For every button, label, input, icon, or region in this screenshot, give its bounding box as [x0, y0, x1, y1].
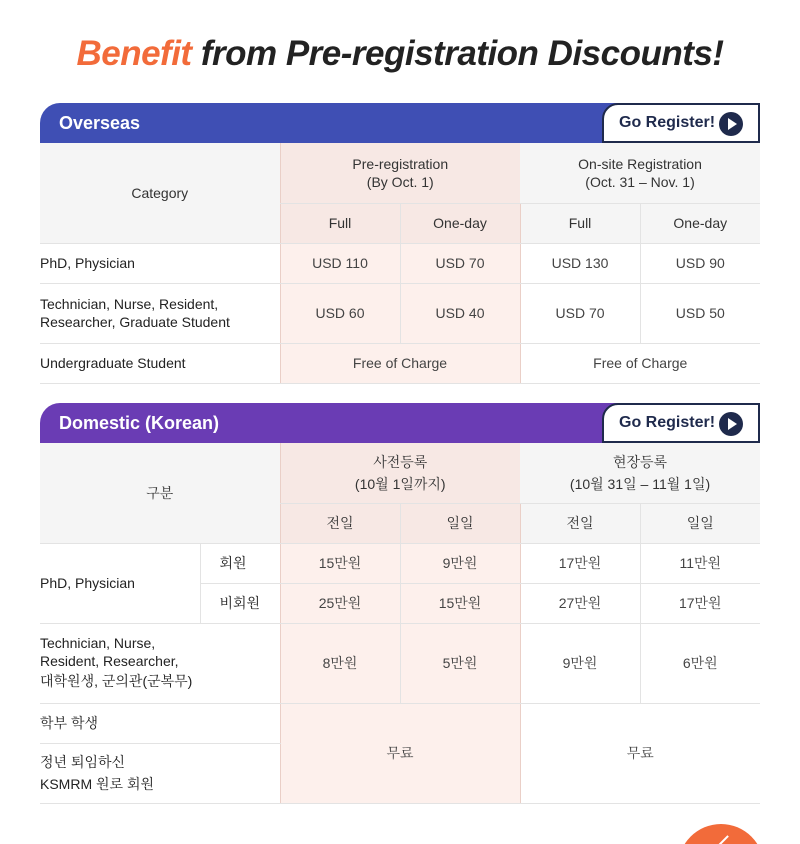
- pre-registration-header: [280, 443, 520, 503]
- category-header: Category: [40, 143, 280, 243]
- fee-cell: USD 60: [280, 283, 400, 343]
- domestic-title: Domestic (Korean): [59, 413, 220, 433]
- onsite-header-line2: (10월 31일 – 11월 1일): [569, 475, 711, 492]
- table-row: [40, 703, 760, 743]
- table-row: [40, 543, 760, 583]
- overseas-go-register-button[interactable]: [602, 103, 760, 143]
- pre-header-line1: Pre-registration: [352, 155, 449, 172]
- pre-registration-header: [280, 143, 520, 203]
- pre-full-header: Full: [280, 203, 400, 243]
- pre-header-line2: (By Oct. 1): [366, 173, 434, 190]
- row-label: Undergraduate Student: [40, 343, 280, 383]
- onsite-registration-header: [520, 143, 760, 203]
- table-row: [40, 283, 760, 343]
- onsite-oneday-header: One-day: [640, 203, 760, 243]
- onsite-registration-header: [520, 443, 760, 503]
- row-label-line1: Technician, Nurse, Resident,: [40, 296, 219, 312]
- row-label-line1: Technician, Nurse,: [40, 635, 156, 651]
- onsite-header-line1: On-site Registration: [578, 155, 702, 172]
- overseas-section: [40, 103, 760, 384]
- fee-cell: 17만원: [520, 543, 640, 583]
- play-icon: [719, 412, 743, 436]
- page-headline: [0, 34, 800, 74]
- go-register-label: Go Register!: [619, 114, 716, 131]
- member-label: 회원: [200, 543, 280, 583]
- fee-cell: USD 70: [400, 243, 520, 283]
- free-cell: 무료: [520, 703, 760, 803]
- fee-cell: USD 90: [640, 243, 760, 283]
- table-row: [40, 243, 760, 283]
- scroll-top-button[interactable]: [678, 824, 764, 844]
- onsite-full-header: 전일: [520, 503, 640, 543]
- fee-cell: 15만원: [400, 583, 520, 623]
- pre-oneday-header: 일일: [400, 503, 520, 543]
- onsite-header-line2: (Oct. 31 – Nov. 1): [585, 173, 695, 190]
- domestic-fee-table: [40, 443, 760, 804]
- fee-cell: 9만원: [400, 543, 520, 583]
- fee-cell: 27만원: [520, 583, 640, 623]
- onsite-oneday-header: 일일: [640, 503, 760, 543]
- pre-header-line1: 사전등록: [373, 453, 428, 470]
- pre-full-header: 전일: [280, 503, 400, 543]
- fee-cell: USD 130: [520, 243, 640, 283]
- row-label: 학부 학생: [40, 703, 280, 743]
- play-icon: [719, 112, 743, 136]
- row-label: [40, 623, 280, 703]
- fee-cell: 15만원: [280, 543, 400, 583]
- row-label: PhD, Physician: [40, 243, 280, 283]
- free-cell: Free of Charge: [520, 343, 760, 383]
- overseas-fee-table: [40, 143, 760, 384]
- fee-cell: USD 50: [640, 283, 760, 343]
- domestic-go-register-button[interactable]: [602, 403, 760, 443]
- fee-cell: 11만원: [640, 543, 760, 583]
- domestic-header-bar: [40, 403, 760, 443]
- row-label-line1: 정년 퇴임하신: [40, 754, 126, 770]
- table-row: [40, 343, 760, 383]
- fee-cell: 17만원: [640, 583, 760, 623]
- nonmember-label: 비회원: [200, 583, 280, 623]
- row-label: [40, 283, 280, 343]
- pre-header-line2: (10월 1일까지): [354, 475, 446, 492]
- free-cell: Free of Charge: [280, 343, 520, 383]
- pre-oneday-header: One-day: [400, 203, 520, 243]
- onsite-full-header: Full: [520, 203, 640, 243]
- fee-cell: 6만원: [640, 623, 760, 703]
- overseas-title: Overseas: [59, 113, 141, 133]
- category-header: 구분: [40, 443, 280, 543]
- row-label-line3: 대학원생, 군의관(군복무): [40, 673, 193, 689]
- headline-rest: from Pre-registration Discounts!: [191, 34, 724, 73]
- go-register-label: Go Register!: [619, 414, 716, 431]
- row-label-line2: Researcher, Graduate Student: [40, 314, 230, 330]
- fee-cell: USD 110: [280, 243, 400, 283]
- overseas-header-bar: [40, 103, 760, 143]
- onsite-header-line1: 현장등록: [612, 453, 668, 470]
- fee-cell: USD 70: [520, 283, 640, 343]
- headline-accent: Benefit: [76, 34, 192, 73]
- fee-cell: 8만원: [280, 623, 400, 703]
- fee-cell: USD 40: [400, 283, 520, 343]
- row-label: PhD, Physician: [40, 543, 200, 623]
- fee-cell: 25만원: [280, 583, 400, 623]
- fee-cell: 9만원: [520, 623, 640, 703]
- row-label: [40, 743, 280, 803]
- domestic-section: [40, 403, 760, 804]
- row-label-line2: Resident, Researcher,: [40, 653, 179, 669]
- table-row: [40, 623, 760, 703]
- row-label-line2: KSMRM 원로 회원: [40, 776, 154, 792]
- fee-cell: 5만원: [400, 623, 520, 703]
- free-cell: 무료: [280, 703, 520, 803]
